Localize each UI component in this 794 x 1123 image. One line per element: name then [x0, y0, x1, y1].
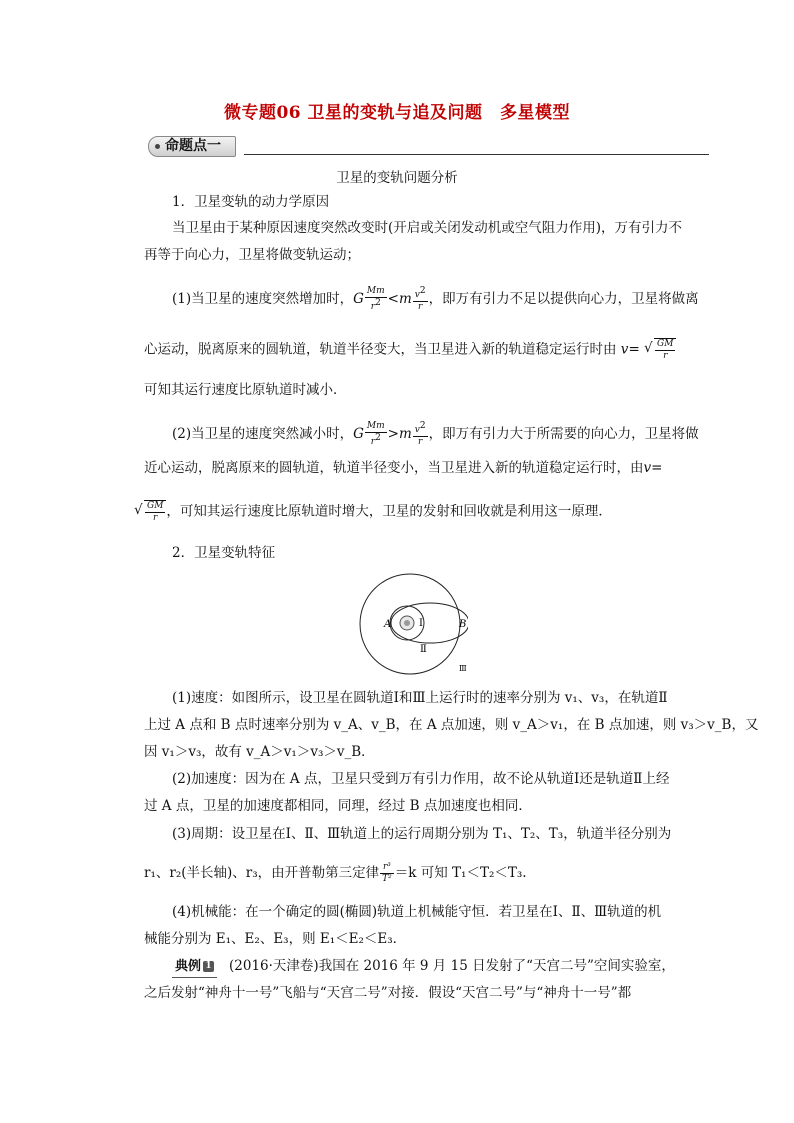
exp-2: 2 — [375, 433, 381, 443]
accel-line1: (2)加速度：因为在 A 点，卫星只受到万有引力作用，故不论从轨道Ⅰ还是轨道Ⅱ上经 — [172, 771, 670, 787]
frac-den: r — [418, 302, 423, 312]
fraction-v2-r — [413, 286, 428, 313]
example-number: 1 — [203, 961, 214, 972]
case1-tail: ，即万有引力不足以提供向心力，卫星将做离 — [428, 291, 699, 307]
part2-heading: 2．卫星变轨特征 — [172, 545, 276, 561]
example-tag — [172, 957, 217, 978]
case2-line2 — [144, 458, 662, 478]
frac-num: r³ — [380, 862, 394, 874]
section-subtitle: 卫星的变轨问题分析 — [336, 170, 458, 186]
case2-line1 — [172, 421, 699, 448]
speed-line2: 上过 A 点和 B 点时速率分别为 v_A、v_B，在 A 点加速，则 v_A＞v₁，在 B 点加速，则 v₃＞v_B，又 — [144, 717, 759, 733]
part1-intro-line2: 再等于向心力，卫星将做变轨运动； — [144, 247, 360, 263]
exp-2: 2 — [375, 298, 381, 308]
exp-2: 2 — [419, 421, 426, 431]
math-eq: = — [628, 341, 640, 358]
speed-line3: 因 v₁＞v₃，故有 v_A＞v₁＞v₃＞v_B． — [144, 744, 375, 760]
section-header — [144, 134, 709, 158]
label-III: Ⅲ — [459, 664, 467, 673]
energy-line1: (4)机械能：在一个确定的圆(椭圆)轨道上机械能守恒．若卫星在Ⅰ、Ⅱ、Ⅲ轨道的机 — [172, 904, 662, 920]
case1-line3: 可知其运行速度比原轨道时减小． — [144, 382, 347, 398]
frac-den: r — [418, 437, 423, 447]
fraction-Mm-r2 — [365, 286, 387, 313]
exp-2: 2 — [419, 286, 426, 296]
frac-den: T² — [382, 874, 392, 884]
radical-icon: √ — [644, 340, 653, 356]
frac-num: Mm — [366, 421, 385, 431]
label-I: Ⅰ — [419, 618, 423, 629]
case2-line2-text: 近心运动，脱离原来的圆轨道，轨道半径变小，当卫星进入新的轨道稳定运行时，由 — [144, 460, 644, 476]
frac-num: GM — [147, 501, 164, 511]
frac-den: r — [153, 513, 158, 523]
section-tag-label: 命题点一 — [165, 138, 221, 154]
frac-den: r — [370, 302, 376, 312]
energy-line2: 械能分别为 E₁、E₂、E₃，则 E₁＜E₂＜E₃． — [144, 931, 407, 947]
relation-lt: < — [387, 291, 399, 307]
fraction-GM-r — [655, 339, 675, 362]
label-A: A — [384, 619, 392, 630]
fraction-GM-r — [145, 501, 165, 524]
case1-line2-text: 心运动，脱离原来的圆轨道，轨道半径变大，当卫星进入新的轨道稳定运行时由 — [144, 341, 617, 358]
period-line2-text: r₁、r₂(半长轴)、r₃，由开普勒第三定律 — [144, 865, 380, 881]
bullet-icon — [155, 144, 160, 149]
period-line1: (3)周期：设卫星在Ⅰ、Ⅱ、Ⅲ轨道上的运行周期分别为 T₁、T₂、T₃，轨道半径分别为 — [172, 826, 672, 842]
case2-lead: (2)当卫星的速度突然减小时， — [172, 426, 354, 442]
math-v: v — [643, 460, 652, 476]
case2-line3 — [134, 500, 612, 524]
frac-num: v — [414, 290, 420, 300]
math-m: m — [398, 291, 412, 307]
label-II: Ⅱ — [420, 644, 427, 655]
case1-line2 — [144, 338, 676, 362]
fraction-v2-r — [413, 421, 428, 448]
fraction-r3-T2 — [380, 862, 394, 885]
math-eq: = — [651, 460, 663, 476]
frac-num: GM — [657, 339, 674, 349]
speed-line1: (1)速度：如图所示，设卫星在圆轨道Ⅰ和Ⅲ上运行时的速率分别为 v₁、v₃，在轨道Ⅱ — [172, 690, 668, 706]
period-line2 — [144, 862, 527, 885]
math-m: m — [398, 426, 412, 442]
frac-den: r — [663, 351, 668, 361]
label-B: B — [459, 619, 467, 630]
example-line1 — [172, 956, 675, 978]
part1-intro-line1: 当卫星由于某种原因速度突然改变时(开启或关闭发动机或空气阻力作用)，万有引力不 — [172, 220, 683, 236]
earth-core-icon — [404, 620, 410, 626]
sqrt-GM-r — [134, 500, 166, 524]
fraction-Mm-r2 — [365, 421, 387, 448]
math-G: G — [353, 291, 364, 307]
case2-tail: ，即万有引力大于所需要的向心力，卫星将做 — [428, 426, 699, 442]
accel-line2: 过 A 点，卫星的加速度都相同，同理，经过 B 点加速度也相同． — [144, 798, 532, 814]
period-line2-tail: ＝k 可知 T₁＜T₂＜T₃. — [394, 865, 527, 881]
math-v: v — [620, 341, 629, 358]
radical-icon: √ — [134, 502, 143, 518]
example-line2: 之后发射“神舟十一号”飞船与“天宫二号”对接．假设“天宫二号”与“神舟十一号”都 — [144, 985, 632, 1001]
sqrt-GM-r — [644, 338, 676, 362]
section-divider — [244, 154, 709, 155]
math-G: G — [353, 426, 364, 442]
section-tag — [148, 136, 236, 157]
orbit-diagram — [358, 568, 468, 688]
relation-gt: > — [387, 426, 399, 442]
frac-den: r — [370, 437, 376, 447]
example-tag-label: 典例 — [175, 959, 202, 974]
part1-heading: 1．卫星变轨的动力学原因 — [172, 194, 330, 210]
case2-line3-text: ，可知其运行速度比原轨道时增大，卫星的发射和回收就是利用这一原理． — [166, 503, 612, 520]
frac-num: v — [414, 425, 420, 435]
frac-num: Mm — [366, 286, 385, 296]
page-title: 微专题06 卫星的变轨与追及问题 多星模型 — [223, 103, 571, 123]
case1-lead: (1)当卫星的速度突然增加时， — [172, 291, 354, 307]
example-text-line1: (2016·天津卷)我国在 2016 年 9 月 15 日发射了“天宫二号”空间实验室， — [229, 958, 675, 974]
case1-line1 — [172, 286, 699, 313]
